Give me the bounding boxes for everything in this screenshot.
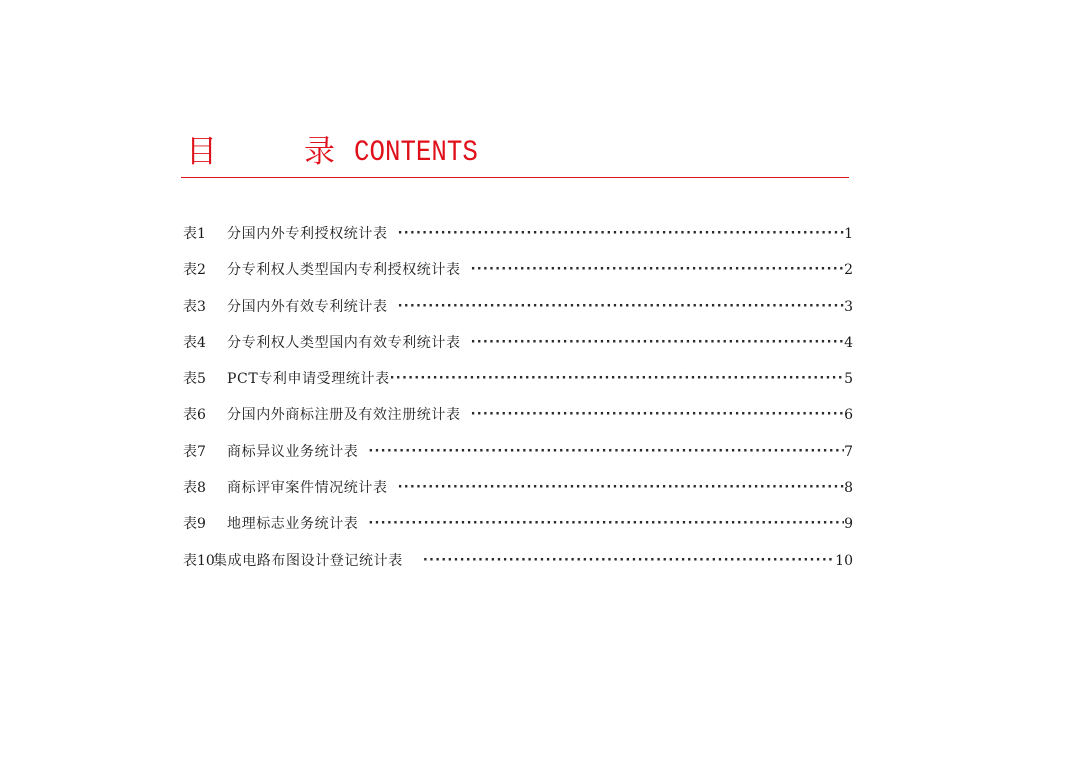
toc-entry-10[interactable] — [183, 547, 853, 583]
toc-dot-leader — [390, 365, 844, 393]
toc-entry-title: 商标异议业务统计表 — [227, 443, 359, 460]
toc-entry-page: 9 — [844, 516, 853, 533]
toc-entry-4[interactable] — [183, 329, 853, 365]
toc-dot-leader — [398, 220, 844, 248]
toc-entry-7[interactable] — [183, 438, 853, 474]
toc-entry-title: 商标评审案件情况统计表 — [227, 480, 388, 497]
toc-entry-title: 分专利权人类型国内有效专利统计表 — [227, 334, 461, 351]
toc-dot-leader — [471, 401, 844, 429]
toc-entry-title: 分国内外专利授权统计表 — [227, 226, 388, 242]
toc-entry-title: PCT专利申请受理统计表 — [227, 371, 390, 388]
toc-entry-page: 6 — [844, 407, 853, 424]
heading-cn-first: 目 — [186, 134, 217, 170]
toc-entry-1[interactable] — [183, 220, 853, 256]
toc-entry-5[interactable] — [183, 365, 853, 401]
toc-dot-leader — [471, 256, 844, 284]
toc-entry-number: 表2 — [183, 262, 206, 279]
toc-entry-number: 表5 — [183, 371, 206, 388]
toc-entry-page: 7 — [844, 443, 853, 460]
toc-entry-3[interactable] — [183, 293, 853, 329]
toc-dot-leader — [398, 293, 844, 321]
toc-dot-leader — [368, 438, 844, 466]
toc-entry-number: 表6 — [183, 407, 206, 424]
toc-list — [183, 220, 853, 583]
toc-entry-8[interactable] — [183, 474, 853, 510]
toc-entry-number: 表9 — [183, 516, 206, 533]
toc-entry-page: 3 — [844, 298, 853, 315]
toc-entry-title: 分国内外商标注册及有效注册统计表 — [227, 407, 461, 424]
toc-heading — [186, 132, 850, 176]
toc-entry-page: 2 — [844, 262, 853, 279]
toc-entry-page: 10 — [835, 552, 853, 569]
toc-entry-2[interactable] — [183, 256, 853, 292]
toc-dot-leader — [471, 329, 844, 357]
heading-divider — [181, 177, 849, 178]
toc-entry-page: 1 — [844, 226, 853, 242]
toc-entry-9[interactable] — [183, 510, 853, 546]
heading-cn-second: 录 — [304, 134, 335, 170]
toc-entry-title: 分国内外有效专利统计表 — [227, 298, 388, 315]
heading-english: CONTENTS — [354, 136, 478, 170]
toc-entry-6[interactable] — [183, 401, 853, 437]
toc-dot-leader — [368, 510, 844, 538]
toc-entry-page: 8 — [844, 480, 853, 497]
toc-entry-number: 表3 — [183, 298, 206, 315]
toc-dot-leader — [423, 547, 835, 575]
toc-entry-number: 表4 — [183, 334, 206, 351]
toc-entry-number: 表10 — [183, 552, 215, 569]
toc-entry-title: 地理标志业务统计表 — [227, 516, 359, 533]
toc-entry-page: 4 — [844, 334, 853, 351]
toc-entry-number: 表1 — [183, 226, 206, 242]
toc-entry-number: 表8 — [183, 480, 206, 497]
toc-dot-leader — [398, 474, 844, 502]
toc-entry-number: 表7 — [183, 443, 206, 460]
toc-entry-page: 5 — [844, 371, 853, 388]
toc-entry-title: 分专利权人类型国内专利授权统计表 — [227, 262, 461, 279]
toc-entry-title: 集成电路布图设计登记统计表 — [213, 552, 403, 569]
